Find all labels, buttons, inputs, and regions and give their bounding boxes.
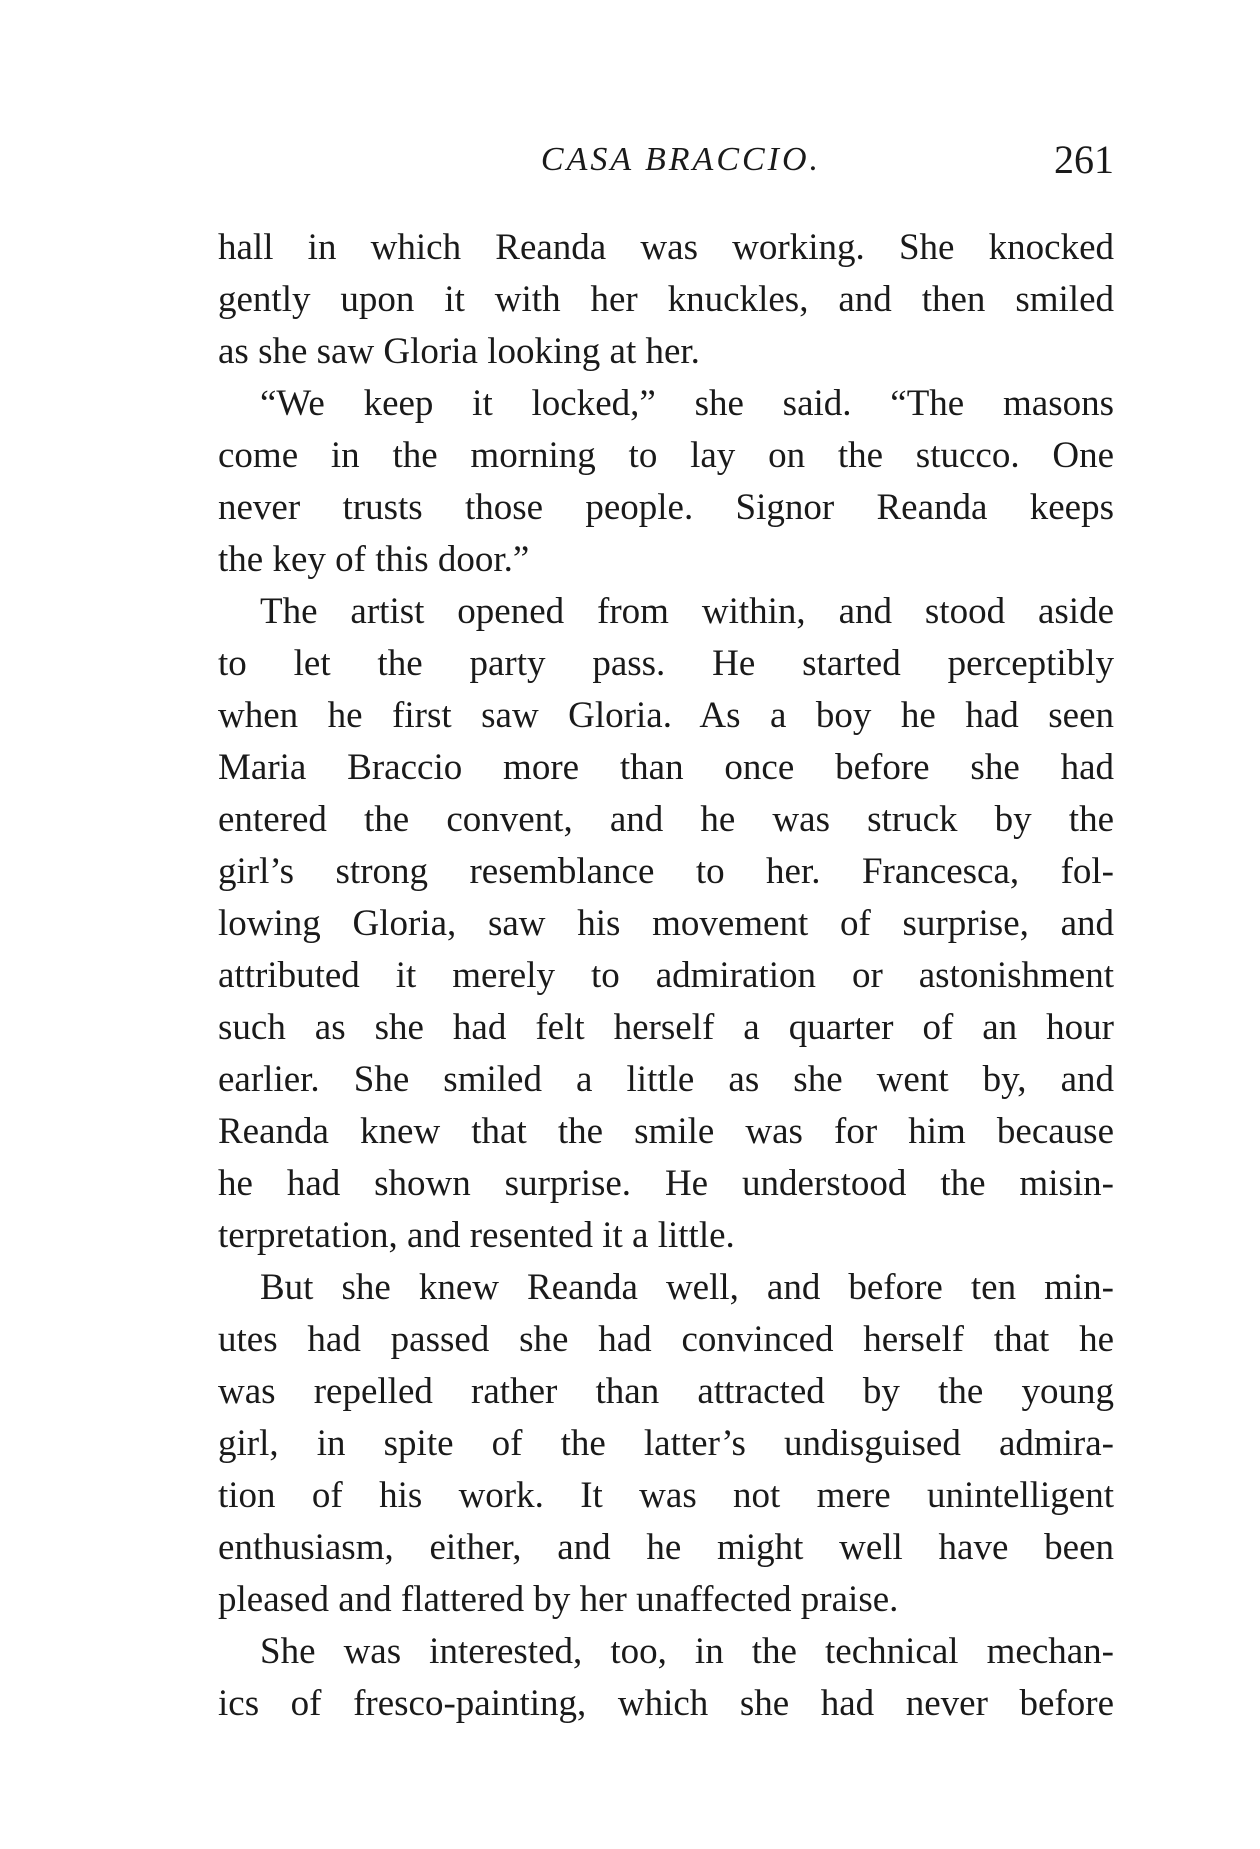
text-line: enthusiasm, either, and he might well have been <box>218 1527 1114 1568</box>
running-title: CASA BRACCIO. <box>540 141 822 178</box>
text-line: utes had passed she had convinced herself that he <box>218 1319 1114 1360</box>
text-line: lowing Gloria, saw his movement of surprise, and <box>218 903 1114 944</box>
text-line: when he first saw Gloria. As a boy he had seen <box>218 695 1114 736</box>
text-line: tion of his work. It was not mere unintelligent <box>218 1475 1114 1516</box>
body-text <box>218 222 1114 1730</box>
text-line: girl, in spite of the latter’s undisguised admira- <box>218 1423 1114 1464</box>
text-line: gently upon it with her knuckles, and then smiled <box>218 279 1114 320</box>
text-line: come in the morning to lay on the stucco. One <box>218 435 1114 476</box>
text-line: “We keep it locked,” she said. “The masons <box>260 383 1114 424</box>
text-line: Reanda knew that the smile was for him because <box>218 1111 1114 1152</box>
text-line: ics of fresco-painting, which she had never before <box>218 1683 1114 1724</box>
text-line: as she saw Gloria looking at her. <box>218 331 700 372</box>
text-line: attributed it merely to admiration or astonishment <box>218 955 1114 996</box>
page-number: 261 <box>1054 137 1114 182</box>
running-head <box>218 134 1114 186</box>
text-line: the key of this door.” <box>218 539 530 580</box>
text-line: She was interested, too, in the technical mechan- <box>260 1631 1114 1672</box>
text-line: he had shown surprise. He understood the misin- <box>218 1163 1114 1204</box>
text-line: Maria Braccio more than once before she had <box>218 747 1114 788</box>
text-line: girl’s strong resemblance to her. Francesca, fol- <box>218 851 1114 892</box>
text-line: But she knew Reanda well, and before ten min- <box>260 1267 1114 1308</box>
text-line: terpretation, and resented it a little. <box>218 1215 735 1256</box>
text-line: entered the convent, and he was struck by the <box>218 799 1114 840</box>
text-line: hall in which Reanda was working. She knocked <box>218 227 1114 268</box>
text-line: such as she had felt herself a quarter of an hour <box>218 1007 1114 1048</box>
text-line: to let the party pass. He started perceptibly <box>218 643 1114 684</box>
text-line: was repelled rather than attracted by the young <box>218 1371 1114 1412</box>
text-line: pleased and flattered by her unaffected praise. <box>218 1579 899 1620</box>
text-line: earlier. She smiled a little as she went by, and <box>218 1059 1114 1100</box>
text-line: never trusts those people. Signor Reanda keeps <box>218 487 1114 528</box>
text-line: The artist opened from within, and stood aside <box>260 591 1114 632</box>
